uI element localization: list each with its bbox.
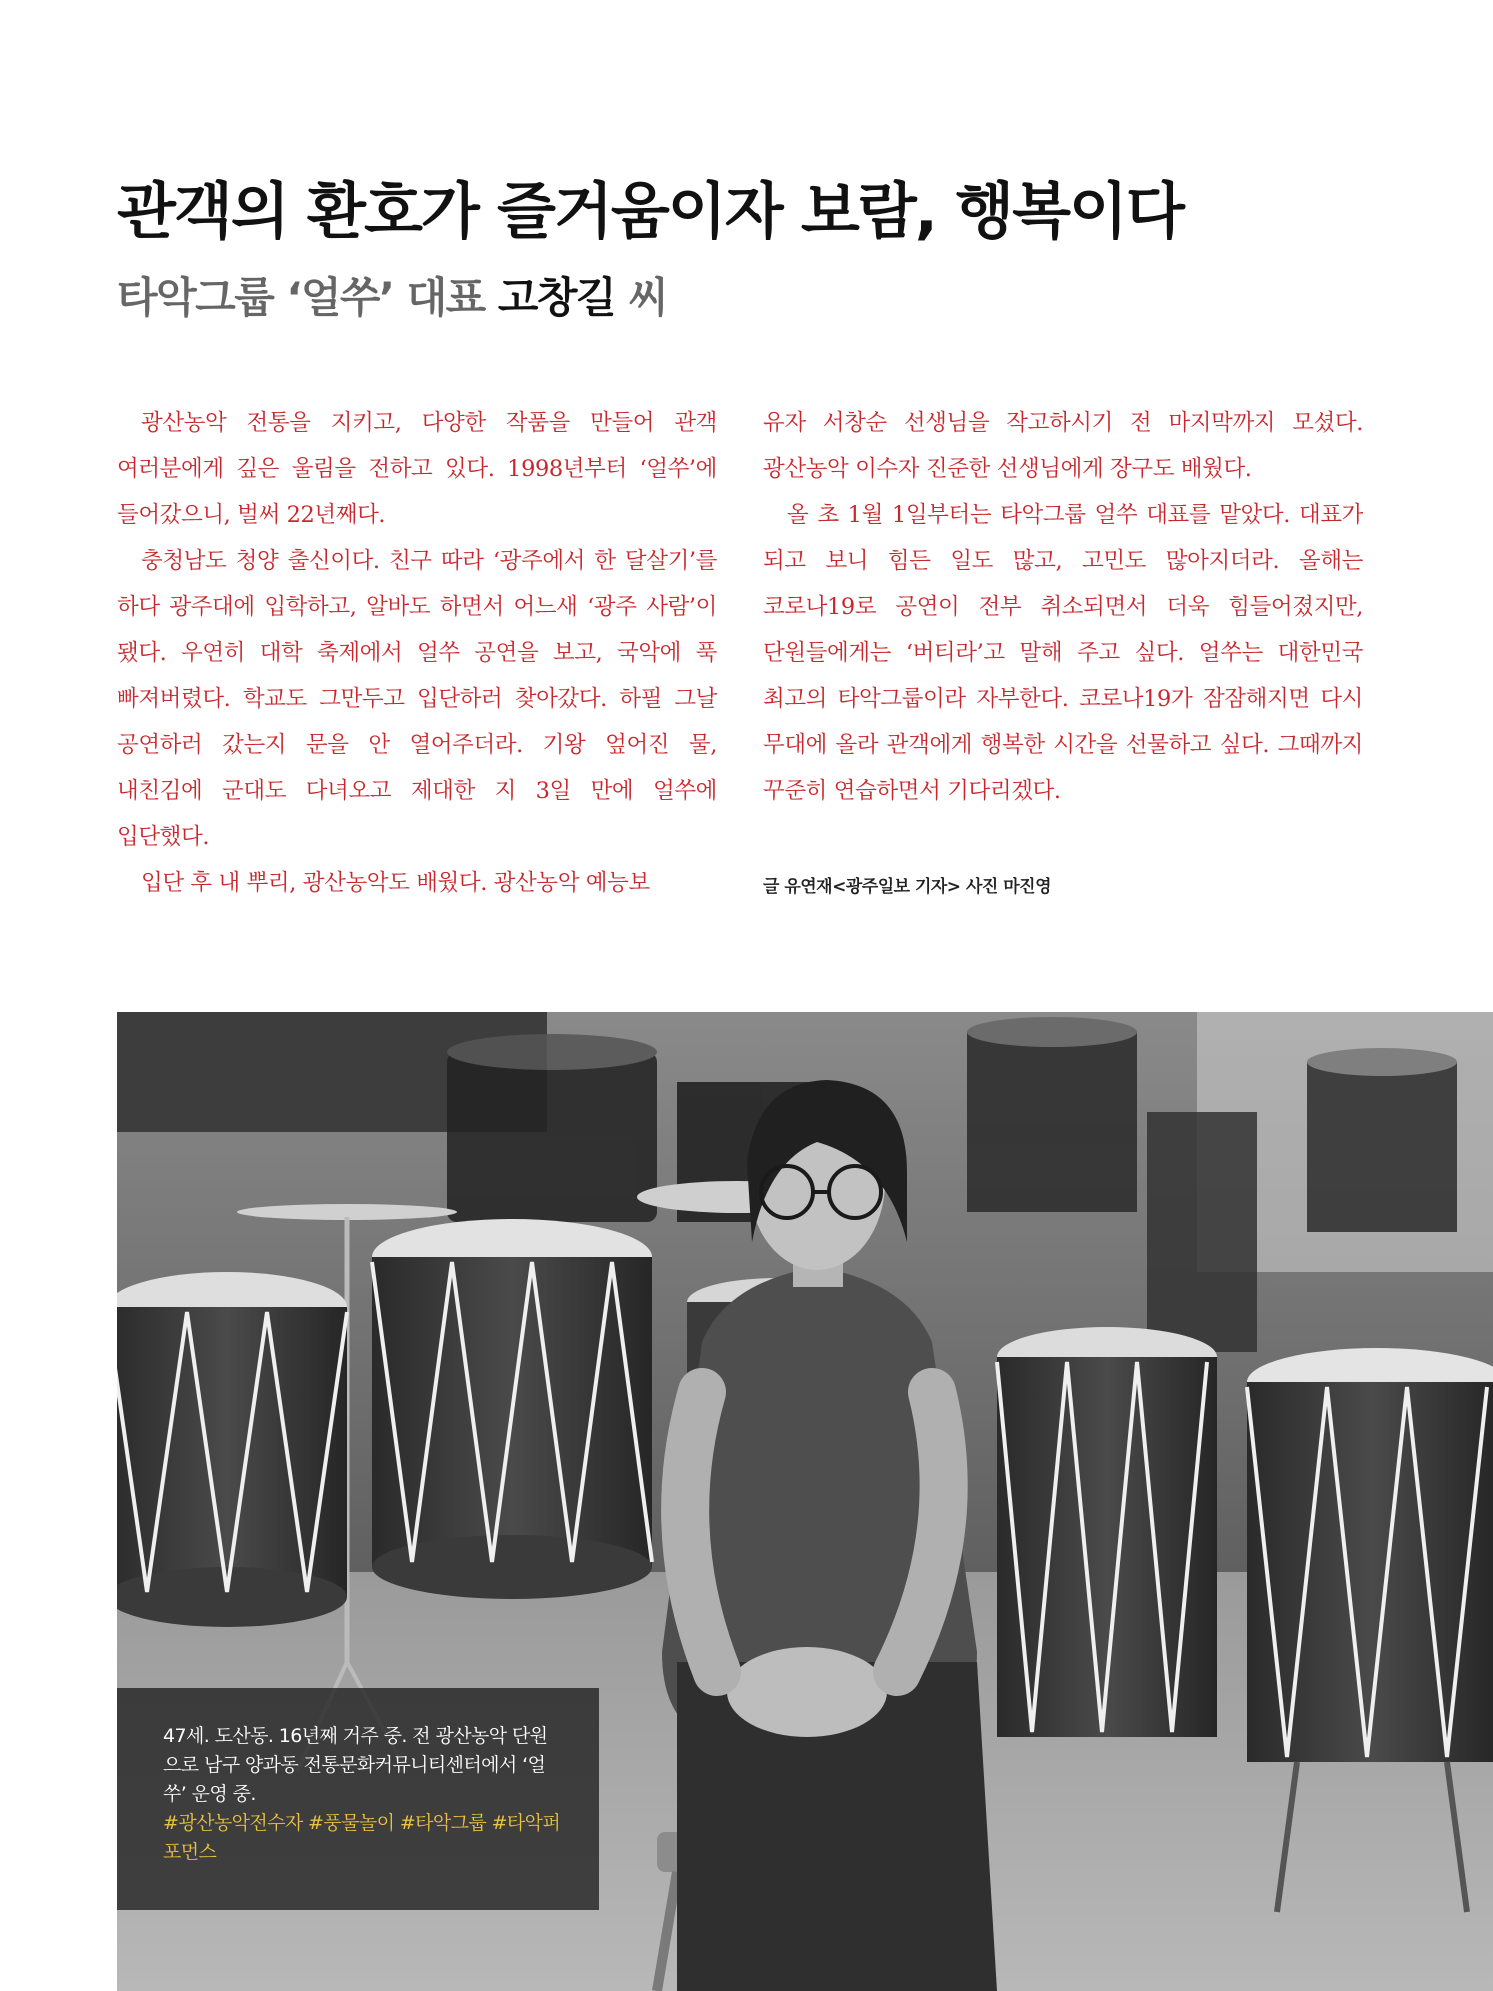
article-column-left [117, 400, 717, 906]
article-paragraph: 충청남도 청양 출신이다. 친구 따라 ‘광주에서 한 달살기’를 하다 광주대에 입학하고, 알바도 하면서 어느새 ‘광주 사람’이 됐다. 우연히 대학 축제에서 얼쑤 공연을 보고, 국악에 푹 빠져버렸다. 학교도 그만두고 입단하러 찾아갔다. 하필 그날 공연하러 갔는지 문을 안 열어주더라. 기왕 엎어진 물, 내친김에 군대도 다녀오고 제대한 지 3일 만에 얼쑤에 입단했다. [117, 548, 717, 850]
photo-caption [117, 1688, 599, 1910]
caption-text: 47세. 도산동. 16년째 거주 중. 전 광산농악 단원으로 남구 양과동 전통문화커뮤니티센터에서 ‘얼쑤’ 운영 중. [163, 1725, 548, 1805]
article-paragraph: 입단 후 내 뿌리, 광산농악도 배웠다. 광산농악 예능보 [141, 870, 650, 896]
article-column-right [763, 400, 1363, 814]
subtitle-person-name: 고창길 [497, 273, 616, 322]
janggu-drum-right-1 [997, 1327, 1217, 1737]
article-title: 관객의 환호가 즐거움이자 보람, 행복이다 [117, 176, 1183, 247]
byline: 글 유연재<광주일보 기자> 사진 마진영 [763, 877, 1051, 897]
article-subtitle [117, 273, 667, 323]
subtitle-honorific: 씨 [628, 273, 668, 322]
janggu-drum-center [372, 1219, 652, 1599]
article-paragraph: 올 초 1월 1일부터는 타악그룹 얼쑤 대표를 맡았다. 대표가 되고 보니 힘든 일도 많고, 고민도 많아지더라. 올해는 코로나19로 공연이 전부 취소되면서 더욱 힘들어졌지만, 단원들에게는 ‘버티라’고 말해 주고 싶다. 얼쑤는 대한민국 최고의 타악그룹이라 자부한다. 코로나19가 잠잠해지면 다시 무대에 올라 관객에게 행복한 시간을 선물하고 싶다. 그때까지 꾸준히 연습하면서 기다리겠다. [763, 502, 1363, 804]
janggu-drum-left [117, 1272, 347, 1627]
article-paragraph: 유자 서창순 선생님을 작고하시기 전 마지막까지 모셨다. 광산농악 이수자 진준한 선생님에게 장구도 배웠다. [763, 410, 1363, 482]
article-paragraph: 광산농악 전통을 지키고, 다양한 작품을 만들어 관객 여러분에게 깊은 울림을 전하고 있다. 1998년부터 ‘얼쑤’에 들어갔으니, 벌써 22년째다. [117, 410, 717, 528]
subtitle-role: 타악그룹 ‘얼쑤’ 대표 [117, 273, 485, 322]
caption-hashtags: #광산농악전수자 #풍물놀이 #타악그룹 #타악퍼포먼스 [163, 1812, 561, 1863]
